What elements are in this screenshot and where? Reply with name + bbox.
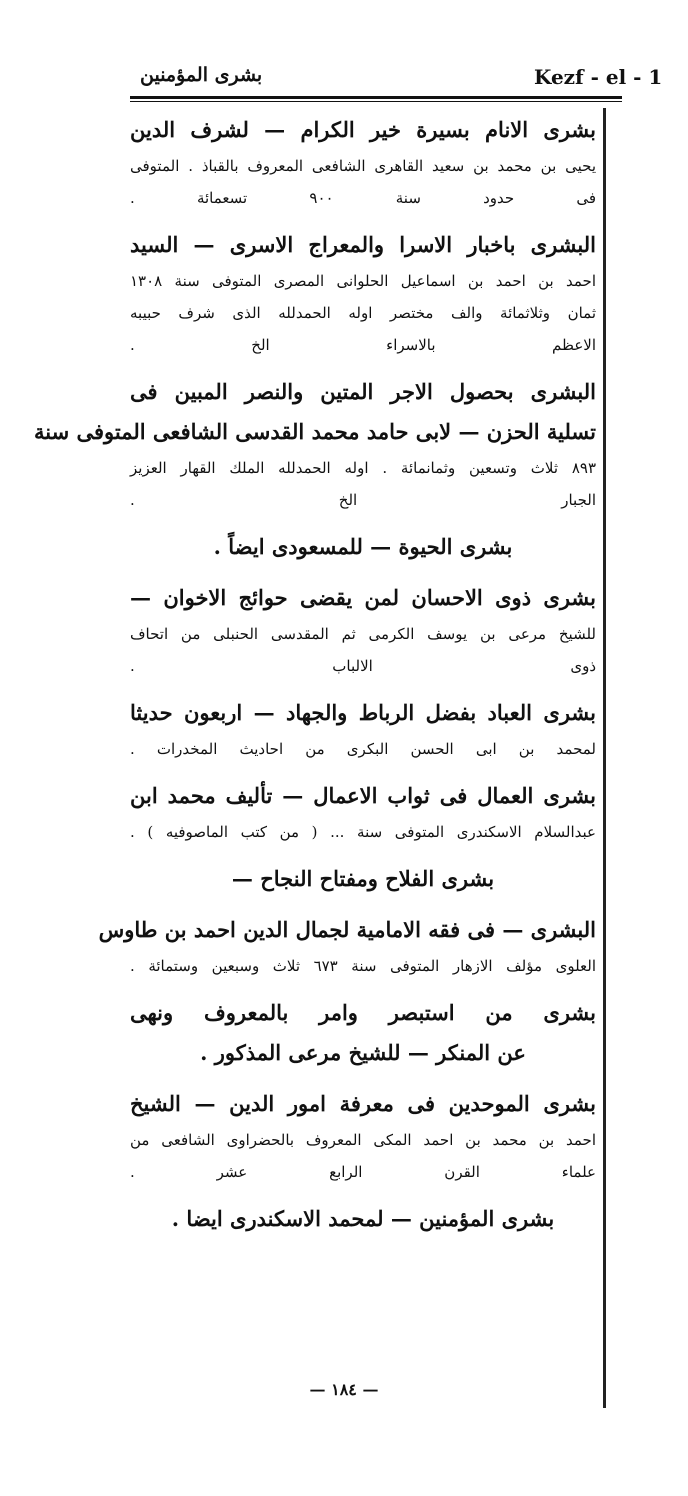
page-number: — ١٨٤ — — [309, 1380, 379, 1399]
entry-text-line: عن المنكر — للشيخ مرعى المذكور . — [200, 1040, 526, 1065]
bibliography-entry — [130, 110, 596, 214]
entry-text-line: تسلية الحزن — لابى حامد محمد القدسى الشافعى المتوفى سنة — [34, 419, 596, 444]
entry-text-line: ثمان وثلاثمائة والف مختصر اوله الحمدلله الذى شرف حبيبه — [130, 304, 596, 322]
entry-text-line: علماء القرن الرابع عشر . — [130, 1163, 596, 1181]
entry-title-line: بشرى من استبصر وامر بالمعروف ونهى — [130, 1000, 596, 1025]
running-header-right: بشرى المؤمنين — [140, 64, 263, 86]
bibliography-entry — [130, 993, 596, 1073]
entry-title-line: بشرى المؤمنين — لمحمد الاسكندرى ايضا . — [171, 1206, 555, 1231]
entry-text-line: الاعظم بالاسراء الخ . — [130, 336, 596, 354]
entry-title-line: بشرى الحيوة — للمسعودى ايضاً . — [213, 534, 513, 559]
entry-title-line: بشرى العباد بفضل الرباط والجهاد — اربعون حديثا — [130, 700, 596, 725]
entry-text-line: ذوى الالباب . — [130, 657, 596, 675]
bibliography-entry — [130, 225, 596, 361]
entry-text-line: العلوى مؤلف الازهار المتوفى سنة ٦٧٣ ثلاث وسبعين وستمائة . — [130, 957, 597, 975]
bibliography-entry — [130, 859, 596, 899]
bibliography-entry — [130, 1084, 596, 1188]
bibliography-entry — [130, 527, 596, 567]
entry-title-line: البشرى بحصول الاجر المتين والنصر المبين فى — [130, 379, 596, 404]
entry-text-line: فى حدود سنة ٩٠٠ تسعمائة . — [130, 189, 596, 207]
entry-text-line: الجبار الخ . — [130, 491, 596, 509]
entries-list — [34, 110, 597, 1250]
entry-text-line: احمد بن احمد بن اسماعيل الحلوانى المصرى المتوفى سنة ١٣٠٨ — [130, 272, 596, 290]
entry-title-line: بشرى العمال فى ثواب الاعمال — تأليف محمد ابن — [130, 783, 596, 808]
entry-text-line: للشيخ مرعى بن يوسف الكرمى ثم المقدسى الحنبلى من اتحاف — [130, 625, 596, 643]
entry-text-line: احمد بن محمد بن احمد المكى المعروف بالحضراوى الشافعى من — [130, 1131, 596, 1149]
entry-text-line: لمحمد بن ابى الحسن البكرى من احاديث المخدرات . — [130, 740, 596, 758]
bibliography-entry — [98, 910, 597, 982]
bibliography-entry — [130, 693, 596, 765]
entry-title-line: بشرى الموحدين فى معرفة امور الدين — الشيخ — [130, 1091, 596, 1116]
entry-text-line: يحيى بن محمد بن سعيد القاهرى الشافعى المعروف بالقباذ . المتوفى — [130, 157, 596, 175]
entry-title-line: البشرى باخبار الاسرا والمعراج الاسرى — السيد — [130, 232, 596, 257]
entry-title-line: بشرى ذوى الاحسان لمن يقضى حوائج الاخوان — — [130, 585, 596, 610]
bibliography-entry — [130, 1199, 596, 1239]
entry-title-line: بشرى الفلاح ومفتاح النجاح — — [231, 866, 495, 891]
entry-text-line: ٨٩٣ ثلاث وتسعين وثمانمائة . اوله الحمدلله الملك القهار العزيز — [130, 459, 596, 477]
entry-text-line: عبدالسلام الاسكندرى المتوفى سنة ... ( من كتب الماصوفيه ) . — [130, 823, 596, 841]
margin-rule — [603, 108, 606, 1408]
entry-title-line: بشرى الانام بسيرة خير الكرام — لشرف الدين — [130, 117, 596, 142]
bibliography-entry — [130, 776, 596, 848]
entry-title-line: البشرى — فى فقه الامامية لجمال الدين احمد بن طاوس — [98, 917, 596, 942]
bibliography-entry — [34, 372, 596, 516]
bibliography-entry — [130, 578, 596, 682]
header-rule — [130, 96, 622, 99]
running-header-left: Kezf - el - 1 — [534, 65, 663, 89]
header-rule-thin — [130, 101, 622, 102]
